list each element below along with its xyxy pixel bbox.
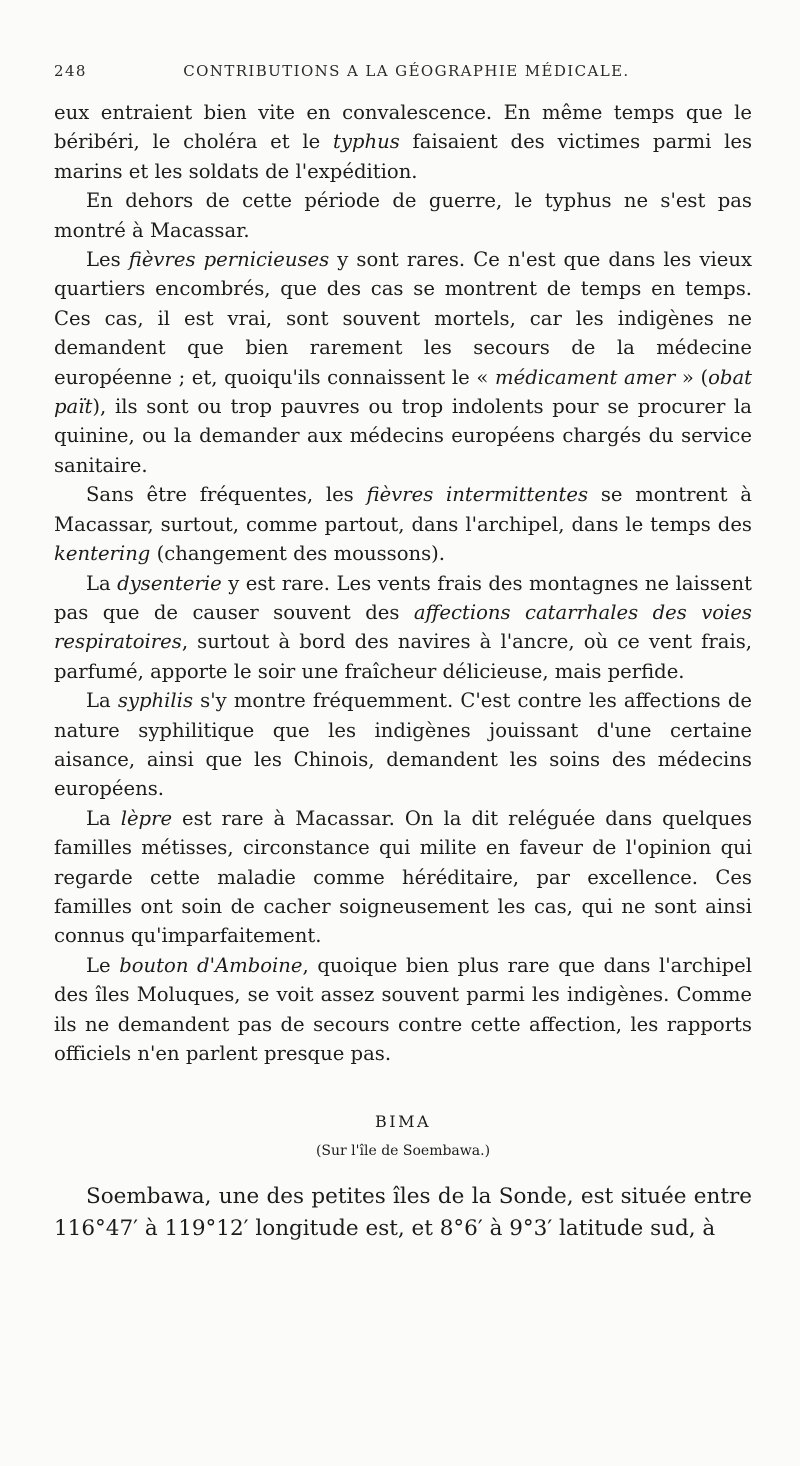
paragraph [54,1181,752,1245]
text-run: eux entraient bien vite en convalescence. En même temps que le béribéri, le choléra et le [54,101,752,154]
text-run: est rare à Macassar. On la dit reléguée dans quelques familles métisses, circonstance qui milite en faveur de l'opinion qui regarde cette maladie comme héréditaire, par excellence. Ces familles ont soin de cacher soigneusement les cas, qui ne sont ainsi connus qu'imparfaitement. [54,806,753,948]
italic-text: lèpre [120,806,173,830]
text-run: ), ils sont ou trop pauvres ou trop indolents pour se procurer la quinine, ou la demander aux médecins européens chargés du service sanitaire. [54,395,752,477]
section-title: BIMA [374,1112,431,1132]
text-run: En dehors de cette période de guerre, le typhus ne s'est pas montré à Macassar. [54,189,752,242]
text-run: y est rare. Les vents frais des montagnes ne laissent pas que de causer souvent des [54,571,752,624]
italic-text: syphilis [117,689,194,713]
text-run: La [86,689,118,713]
italic-text: affections catarrhales des voies respiratoires [54,600,752,654]
text-run: La [86,806,121,830]
running-header [54,62,752,80]
text-run: , quoique bien plus rare que dans l'archipel des îles Moluques, se voit assez souvent parmi les indigènes. Comme ils ne demandent pas de secours contre cette affection, les rapports officiels n'en parlent presque pas. [54,953,752,1065]
text-run: Les [86,248,129,272]
text-run: Sans être fréquentes, les [86,483,367,507]
italic-text: dysenterie [117,571,222,595]
text-run: Le [86,953,120,977]
italic-text: fièvres intermittentes [366,483,589,507]
page-number: 248 [54,62,87,80]
body-text [54,98,752,1068]
section-body-text [54,1181,752,1245]
text-run: Soembawa, une des petites îles de la Sonde, est située entre 116°47′ à 119°12′ longitude est, et 8°6′ à 9°3′ latitude sud, à [54,1184,752,1242]
italic-text: kentering [54,542,151,566]
italic-text: typhus [332,130,400,154]
italic-text: fièvres pernicieuses [128,248,330,272]
italic-text: médicament amer [495,365,676,389]
text-run: » ( [675,365,709,389]
paragraph [54,686,752,804]
text-run: (changement des moussons). [150,542,446,566]
section-subtitle: (Sur l'île de Soembawa.) [315,1143,491,1160]
text-run: y sont rares. Ce n'est que dans les vieux quartiers encombrés, que des cas se montrent de temps en temps. Ces cas, il est vrai, sont souvent mortels, car les indigènes ne demandent que bien rarement les secours de la médecine européenne ; et, quoiqu'ils connaissent le « [54,248,753,389]
running-title: CONTRIBUTIONS A LA GÉOGRAPHIE MÉDICALE. [183,62,630,80]
paragraph [54,951,752,1069]
paragraph [54,245,752,480]
paragraph [54,569,752,687]
text-run: , surtout à bord des navires à l'ancre, où ce vent frais, parfumé, apporte le soir une fraîcheur délicieuse, mais perfide. [54,630,752,683]
text-run: s'y montre fréquemment. C'est contre les affections de nature syphilitique que les indigènes jouissant d'une certaine aisance, ainsi que les Chinois, demandent les soins des médecins européens. [54,689,752,801]
italic-text: obat paït [54,365,753,419]
text-run: faisaient des victimes parmi les marins et les soldats de l'expédition. [54,130,752,183]
paragraph [54,186,752,245]
text-run: La [86,571,118,595]
paragraph [54,804,752,951]
paragraph [54,480,752,568]
italic-text: bouton d'Amboine [119,953,303,977]
text-run: se montrent à Macassar, surtout, comme partout, dans l'archipel, dans le temps des [54,483,752,536]
paragraph [54,98,752,186]
